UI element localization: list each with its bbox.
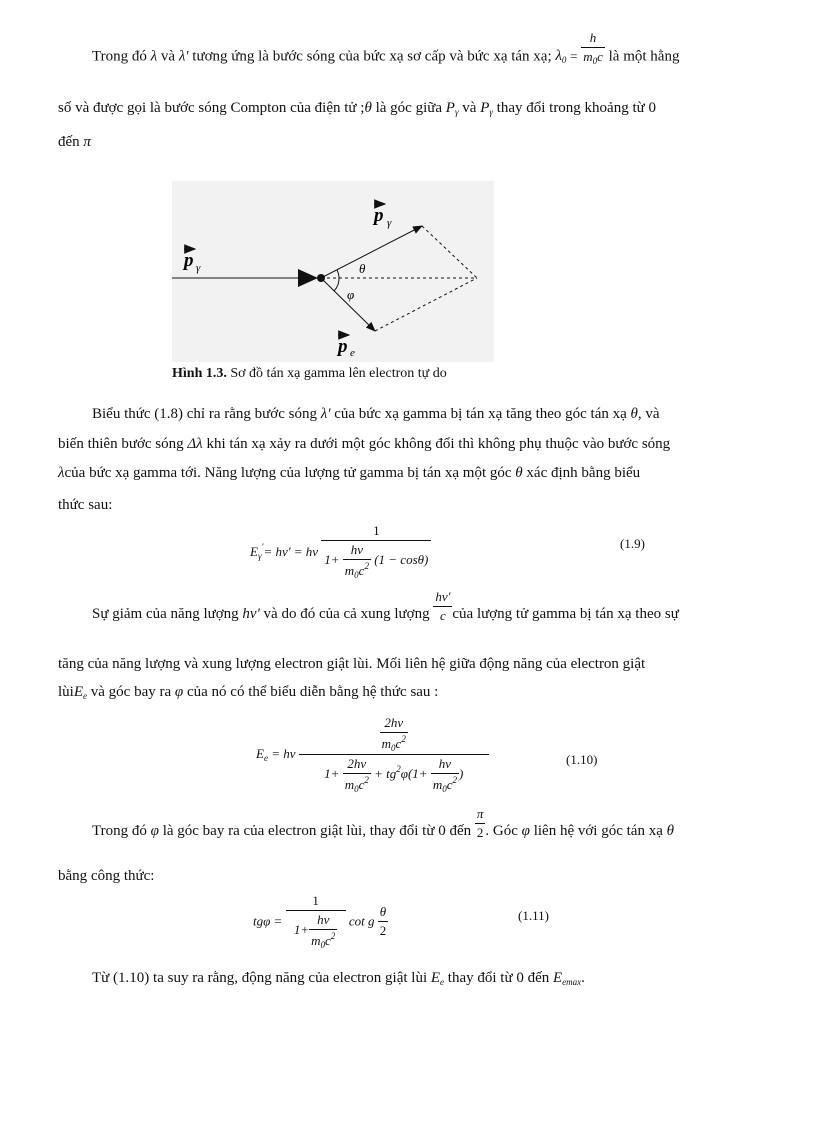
phi-label: φ — [347, 287, 355, 302]
para2-line1: Biểu thức (1.8) chỉ ra rằng bước sóng λ' của bức xạ gamma bị tán xạ tăng theo góc tán xạ θ, và — [92, 406, 660, 422]
compton-scattering-figure — [172, 181, 494, 362]
p-gamma-prime-label: p — [374, 205, 384, 226]
scattering-diagram — [172, 181, 494, 362]
para2-line4: thức sau: — [58, 497, 113, 513]
equation-1-10: $E_e = h\nu$ $\frac{2h\nu}{m_0c^2}$ 1+ $\frac{2h\nu}{m_0c^2}$ + $tg^2\varphi(1+$ $\frac{h\nu}{m_0c^2}$ ) — [256, 715, 489, 794]
equation-number-1-9: (1.9) — [620, 536, 645, 551]
para3-line3: lùiE$_e$ và góc bay ra φ của nó có thể biểu diễn bằng hệ thức sau : — [58, 684, 439, 701]
scattered-photon-vector — [321, 226, 422, 278]
phi-arc — [334, 278, 339, 291]
para3-line2: tăng của năng lượng và xung lượng electron giật lùi. Mối liên hệ giữa động năng của electron giật — [58, 656, 646, 672]
p-e-label: p — [338, 336, 348, 357]
para1-line1: Trong đó λ và λ' tương ứng là bước sóng của bức xạ sơ cấp và bức xạ tán xạ; $\lambda_0$ = $\frac{h}{m_0c}$ là một hằng — [92, 30, 680, 66]
para3-line1: Sự giảm của năng lượng hν' và do đó của cả xung lượng $\frac{h\nu'}{c}$ của lượng tử gamma bị tán xạ theo sự — [92, 589, 679, 623]
equation-number-1-10: (1.10) — [566, 752, 598, 767]
equation-number-1-11: (1.11) — [518, 908, 549, 923]
para4-line1: Trong đó φ là góc bay ra của electron giật lùi, thay đổi từ 0 đến $\frac{\pi}{2}$ . Góc φ liên hệ với góc tán xạ θ — [92, 806, 674, 840]
para5-line1: Từ (1.10) ta suy ra rằng, động năng của electron giật lùi $E_e$ thay đổi từ 0 đến $E_{emax}$. — [92, 970, 585, 987]
equation-1-11: tgφ = 1 1+ $\frac{h\nu}{m_0c^2}$ cot g $\frac{\theta}{2}$ — [253, 893, 387, 950]
p-gamma-label: p — [184, 250, 194, 271]
compton-fraction: $\frac{h}{m_0c}$ — [583, 30, 603, 66]
p-gamma-sub: γ — [196, 262, 201, 274]
p-e-sub: e — [350, 347, 355, 359]
theta-arc — [337, 270, 339, 278]
para4-line2: bằng công thức: — [58, 868, 155, 884]
parallelogram-dashed-bottom — [375, 278, 477, 331]
electron-vector — [321, 278, 375, 331]
theta-label: θ — [359, 261, 366, 276]
para2-line3: λcủa bức xạ gamma tới. Năng lượng của lượng tử gamma bị tán xạ một góc θ xác định bằng biểu — [58, 465, 641, 481]
figure-caption: Hình 1.3. Sơ đồ tán xạ gamma lên electron tự do — [172, 366, 447, 381]
p-gamma-prime-sub: γ — [387, 217, 392, 229]
para1-line2: số và được gọi là bước sóng Compton của điện tử ;θ là góc giữa $P_\gamma$ và $P_\gamma$ thay đổi trong khoảng từ 0 — [58, 100, 657, 117]
para1-line3: đến π — [58, 134, 91, 150]
equation-1-9: $E_\gamma'= h\nu' = h\nu$ 1 1+ $\frac{h\nu}{m_0c^2}$ (1 − cosθ) — [250, 523, 431, 580]
para2-line2: biến thiên bước sóng Δλ khi tán xạ xảy ra dưới một góc không đổi thì không phụ thuộc vào bước sóng — [58, 436, 671, 452]
lambda-zero: $\lambda_0$ — [555, 48, 567, 66]
incident-arrowhead — [298, 269, 318, 287]
parallelogram-dashed-top — [422, 226, 477, 278]
